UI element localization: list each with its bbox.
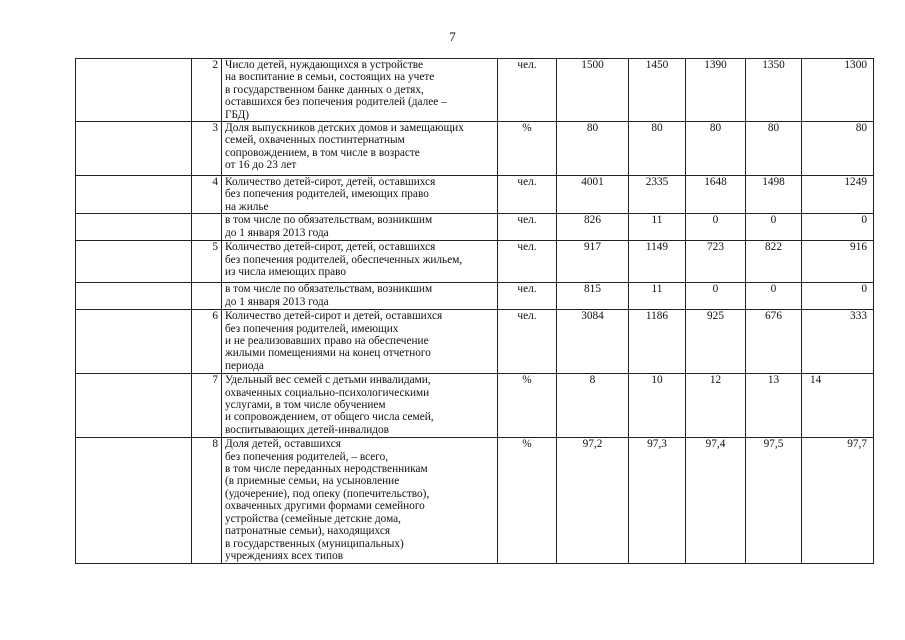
value-cell-4: 13 <box>746 374 802 438</box>
row-number: 7 <box>192 374 222 438</box>
indicator-name-line: охваченных социально-психологическими <box>225 386 430 399</box>
value-cell-1: 3084 <box>557 310 629 374</box>
indicator-name-line: Количество детей-сирот, детей, оставшихся <box>225 176 436 189</box>
indicator-name <box>222 214 498 241</box>
indicator-name-line: без попечения родителей, имеющих право <box>225 188 429 201</box>
indicator-name-line: до 1 января 2013 года <box>225 295 329 308</box>
unit-cell: чел. <box>498 310 557 374</box>
value-cell-5: 97,7 <box>802 438 874 564</box>
row-number: 4 <box>192 176 222 214</box>
indicator-name-line: жилыми помещениями на конец отчетного <box>225 347 431 360</box>
indicator-name-line: в государственном банке данных о детях, <box>225 83 424 96</box>
value-cell-4: 0 <box>746 283 802 310</box>
value-cell-3: 1648 <box>686 176 746 214</box>
blank-cell <box>76 59 192 122</box>
table-row <box>76 283 874 310</box>
indicator-name-line: от 16 до 23 лет <box>225 159 297 172</box>
indicator-name-line: Количество детей-сирот и детей, оставшихся <box>225 310 443 323</box>
row-number <box>192 283 222 310</box>
unit-cell: чел. <box>498 241 557 283</box>
unit-cell: чел. <box>498 59 557 122</box>
blank-cell <box>76 310 192 374</box>
value-cell-5: 1300 <box>802 59 874 122</box>
unit-cell: % <box>498 122 557 176</box>
value-cell-1: 80 <box>557 122 629 176</box>
row-number: 3 <box>192 122 222 176</box>
indicator-name-line: патронатные семьи), находящихся <box>225 525 391 538</box>
indicator-name-line: (удочерение), под опеку (попечительство), <box>225 487 430 500</box>
table-row <box>76 241 874 283</box>
value-cell-5: 0 <box>802 214 874 241</box>
blank-cell <box>76 122 192 176</box>
blank-cell <box>76 241 192 283</box>
indicator-name-line: семей, охваченных постинтернатным <box>225 134 405 147</box>
indicator-name-line: и не реализовавших право на обеспечение <box>225 335 429 348</box>
indicator-name <box>222 438 498 564</box>
table-row <box>76 438 874 564</box>
indicator-name-line: Количество детей-сирот, детей, оставшихся <box>225 241 436 254</box>
value-cell-1: 1500 <box>557 59 629 122</box>
indicator-name-line: воспитывающих детей-инвалидов <box>225 423 389 436</box>
value-cell-4: 1350 <box>746 59 802 122</box>
value-cell-2: 10 <box>629 374 686 438</box>
unit-cell: % <box>498 374 557 438</box>
row-number <box>192 214 222 241</box>
value-cell-4: 0 <box>746 214 802 241</box>
indicator-name-line: из числа имеющих право <box>225 266 347 279</box>
value-cell-4: 676 <box>746 310 802 374</box>
indicator-name-line: сопровождением, в том числе в возрасте <box>225 146 420 159</box>
value-cell-2: 2335 <box>629 176 686 214</box>
row-number: 5 <box>192 241 222 283</box>
blank-cell <box>76 176 192 214</box>
value-cell-3: 723 <box>686 241 746 283</box>
indicator-name-line: без попечения родителей, – всего, <box>225 450 389 463</box>
blank-cell <box>76 283 192 310</box>
table-row <box>76 176 874 214</box>
indicator-name-line: охваченных другими формами семейного <box>225 500 425 513</box>
value-cell-4: 822 <box>746 241 802 283</box>
value-cell-3: 0 <box>686 214 746 241</box>
value-cell-2: 1149 <box>629 241 686 283</box>
value-cell-5: 916 <box>802 241 874 283</box>
indicator-name <box>222 283 498 310</box>
value-cell-5: 1249 <box>802 176 874 214</box>
indicator-name-line: Удельный вес семей с детьми инвалидами, <box>225 374 431 387</box>
unit-cell: чел. <box>498 176 557 214</box>
indicator-name-line: Число детей, нуждающихся в устройстве <box>225 59 424 71</box>
table-row <box>76 122 874 176</box>
row-number: 6 <box>192 310 222 374</box>
table-row <box>76 214 874 241</box>
indicator-name-line: в том числе по обязательствам, возникшим <box>225 214 433 227</box>
indicator-name <box>222 59 498 122</box>
value-cell-5: 0 <box>802 283 874 310</box>
value-cell-2: 1450 <box>629 59 686 122</box>
blank-cell <box>76 374 192 438</box>
indicator-name-line: оставшихся без попечения родителей (далее – <box>225 96 447 109</box>
value-cell-1: 826 <box>557 214 629 241</box>
indicator-name <box>222 241 498 283</box>
indicator-name <box>222 176 498 214</box>
indicator-name-line: устройства (семейные детские дома, <box>225 512 401 525</box>
value-cell-1: 4001 <box>557 176 629 214</box>
table-row <box>76 374 874 438</box>
indicator-name <box>222 310 498 374</box>
value-cell-4: 1498 <box>746 176 802 214</box>
value-cell-3: 12 <box>686 374 746 438</box>
value-cell-4: 97,5 <box>746 438 802 564</box>
value-cell-1: 97,2 <box>557 438 629 564</box>
indicator-name-line: в том числе по обязательствам, возникшим <box>225 283 433 296</box>
row-number: 2 <box>192 59 222 122</box>
indicator-name-line: без попечения родителей, имеющих <box>225 322 399 335</box>
value-cell-2: 1186 <box>629 310 686 374</box>
indicator-name-line: до 1 января 2013 года <box>225 226 329 239</box>
value-cell-1: 8 <box>557 374 629 438</box>
value-cell-3: 80 <box>686 122 746 176</box>
indicator-name-line: учреждениях всех типов <box>225 549 344 562</box>
unit-cell: чел. <box>498 283 557 310</box>
indicator-name-line: на жилье <box>225 200 269 213</box>
blank-cell <box>76 438 192 564</box>
value-cell-2: 11 <box>629 283 686 310</box>
value-cell-3: 97,4 <box>686 438 746 564</box>
value-cell-3: 0 <box>686 283 746 310</box>
indicator-table <box>75 58 874 564</box>
indicator-name-line: и сопровождением, от общего числа семей, <box>225 411 434 424</box>
indicator-name-line: ГБД) <box>225 108 250 121</box>
value-cell-2: 11 <box>629 214 686 241</box>
value-cell-5: 14 <box>802 374 874 438</box>
value-cell-3: 1390 <box>686 59 746 122</box>
indicator-name-line: без попечения родителей, обеспеченных жильем, <box>225 253 463 266</box>
indicator-name-line: периода <box>225 359 264 372</box>
value-cell-3: 925 <box>686 310 746 374</box>
indicator-name-line: услугами, в том числе обучением <box>225 399 386 412</box>
indicator-name <box>222 122 498 176</box>
indicator-name-line: в государственных (муниципальных) <box>225 537 404 550</box>
value-cell-5: 333 <box>802 310 874 374</box>
table-row <box>76 310 874 374</box>
value-cell-5: 80 <box>802 122 874 176</box>
value-cell-1: 815 <box>557 283 629 310</box>
table-row <box>76 59 874 122</box>
unit-cell: % <box>498 438 557 564</box>
indicator-name-line: (в приемные семьи, на усыновление <box>225 475 400 488</box>
indicator-name-line: Доля выпускников детских домов и замещающих <box>225 122 464 135</box>
indicator-name-line: на воспитание в семьи, состоящих на учете <box>225 71 435 84</box>
value-cell-1: 917 <box>557 241 629 283</box>
indicator-name-line: в том числе переданных неродственникам <box>225 463 428 476</box>
unit-cell: чел. <box>498 214 557 241</box>
value-cell-4: 80 <box>746 122 802 176</box>
value-cell-2: 80 <box>629 122 686 176</box>
blank-cell <box>76 214 192 241</box>
value-cell-2: 97,3 <box>629 438 686 564</box>
indicator-name <box>222 374 498 438</box>
page-number: 7 <box>449 29 456 44</box>
row-number: 8 <box>192 438 222 564</box>
indicator-name-line: Доля детей, оставшихся <box>225 438 341 451</box>
